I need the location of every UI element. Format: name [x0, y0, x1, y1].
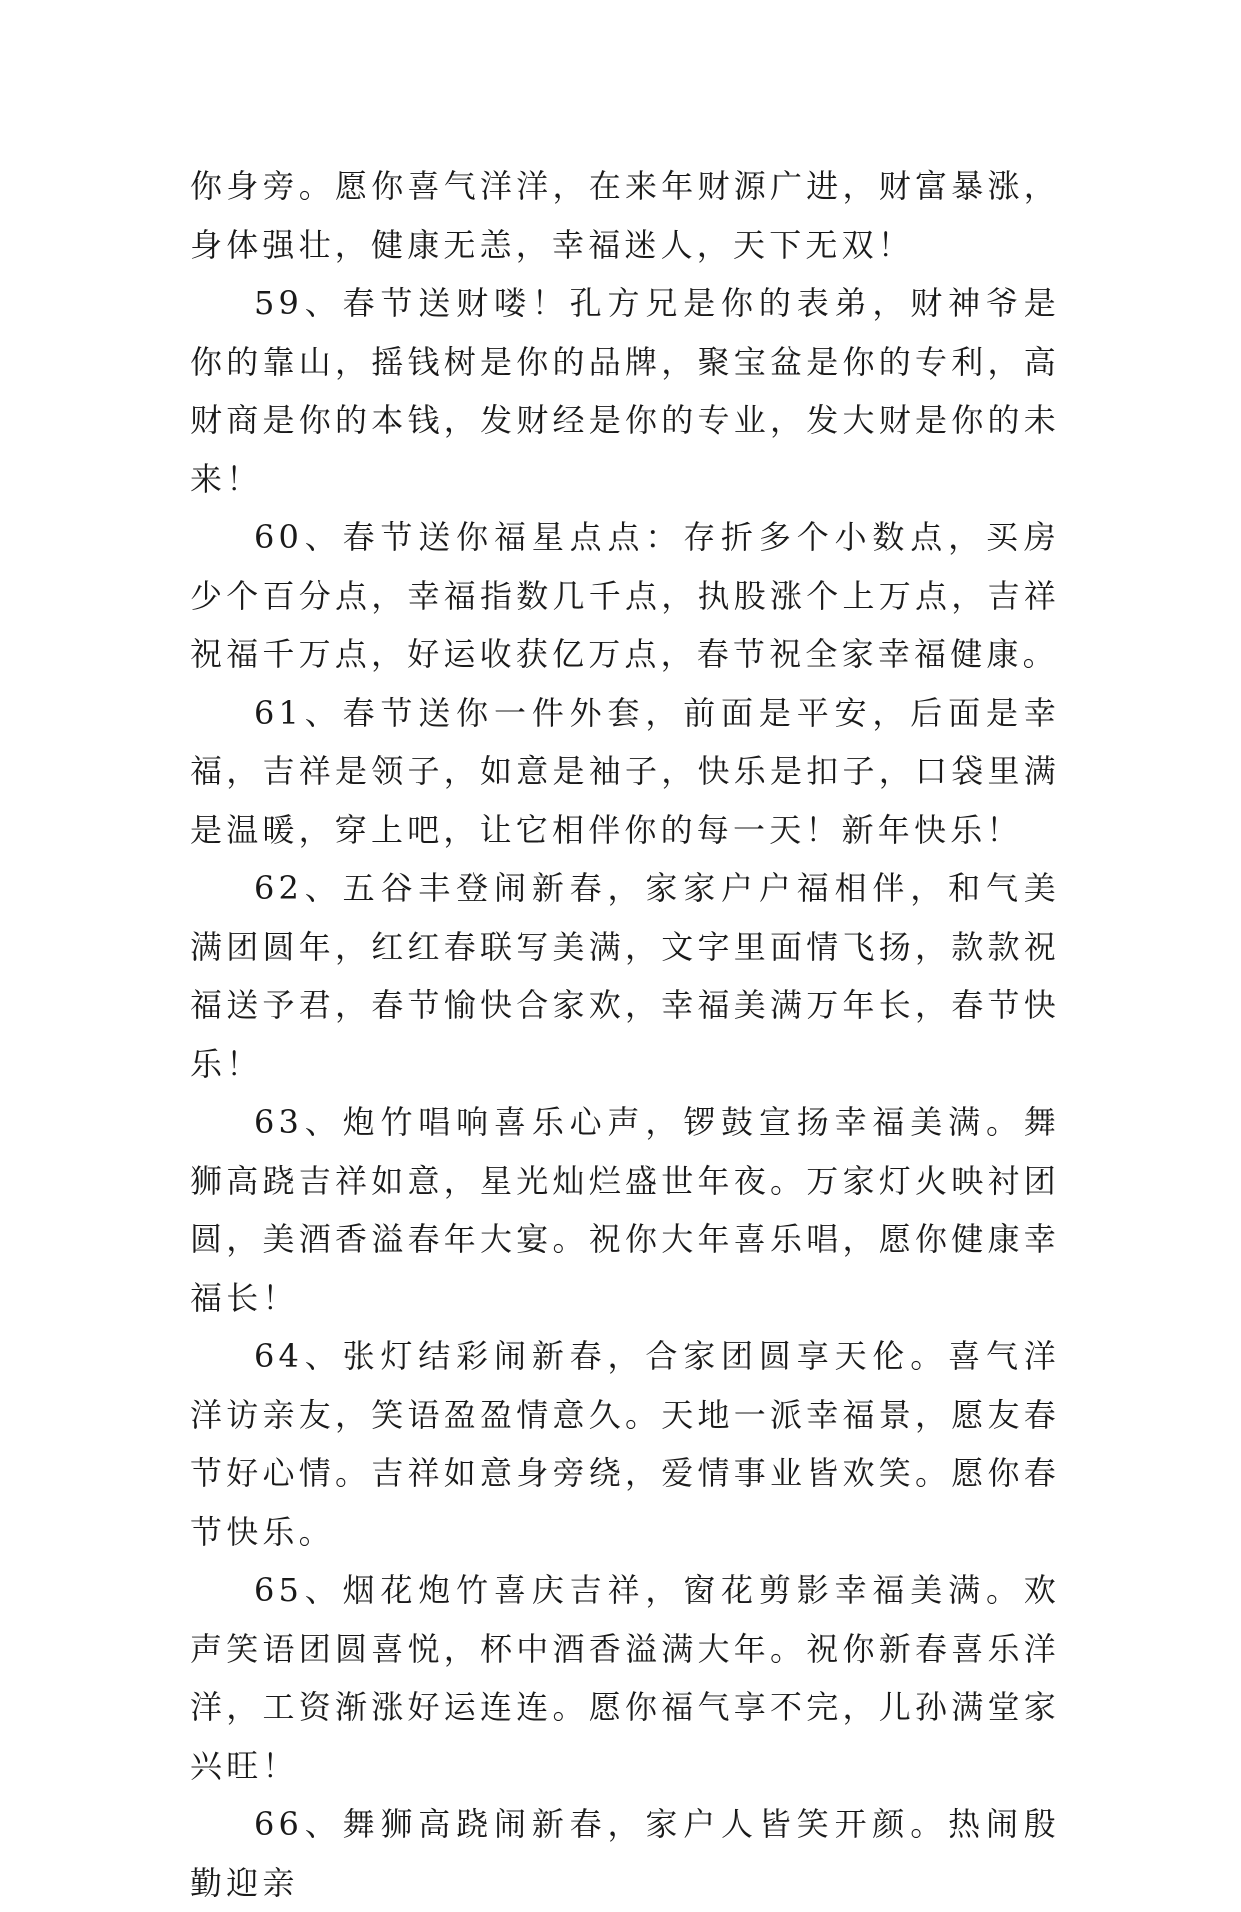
document-body	[190, 157, 1060, 1912]
paragraph-60: 60、春节送你福星点点：存折多个小数点，买房少个百分点，幸福指数几千点，执股涨个上万点，吉祥祝福千万点，好运收获亿万点，春节祝全家幸福健康。	[190, 518, 1060, 673]
paragraph-63: 63、炮竹唱响喜乐心声，锣鼓宣扬幸福美满。舞狮高跷吉祥如意，星光灿烂盛世年夜。万家灯火映衬团圆，美酒香溢春年大宴。祝你大年喜乐唱，愿你健康幸福长！	[190, 1103, 1060, 1317]
paragraph-66: 66、舞狮高跷闹新春，家户人皆笑开颜。热闹殷勤迎亲	[190, 1805, 1060, 1902]
paragraph-61: 61、春节送你一件外套，前面是平安，后面是幸福，吉祥是领子，如意是袖子，快乐是扣子，口袋里满是温暖，穿上吧，让它相伴你的每一天！新年快乐！	[190, 693, 1060, 849]
paragraph-continuation: 你身旁。愿你喜气洋洋，在来年财源广进，财富暴涨，身体强壮，健康无恙，幸福迷人，天下无双！	[190, 167, 1060, 264]
paragraph-59: 59、春节送财喽！孔方兄是你的表弟，财神爷是你的靠山，摇钱树是你的品牌，聚宝盆是你的专利，高财商是你的本钱，发财经是你的专业，发大财是你的未来！	[190, 284, 1060, 498]
paragraph-62: 62、五谷丰登闹新春，家家户户福相伴，和气美满团圆年，红红春联写美满，文字里面情飞扬，款款祝福送予君，春节愉快合家欢，幸福美满万年长，春节快乐！	[190, 869, 1060, 1083]
paragraph-65: 65、烟花炮竹喜庆吉祥，窗花剪影幸福美满。欢声笑语团圆喜悦，杯中酒香溢满大年。祝你新春喜乐洋洋，工资渐涨好运连连。愿你福气享不完，儿孙满堂家兴旺！	[190, 1571, 1060, 1785]
paragraph-64: 64、张灯结彩闹新春，合家团圆享天伦。喜气洋洋访亲友，笑语盈盈情意久。天地一派幸福景，愿友春节好心情。吉祥如意身旁绕，爱情事业皆欢笑。愿你春节快乐。	[190, 1337, 1060, 1551]
